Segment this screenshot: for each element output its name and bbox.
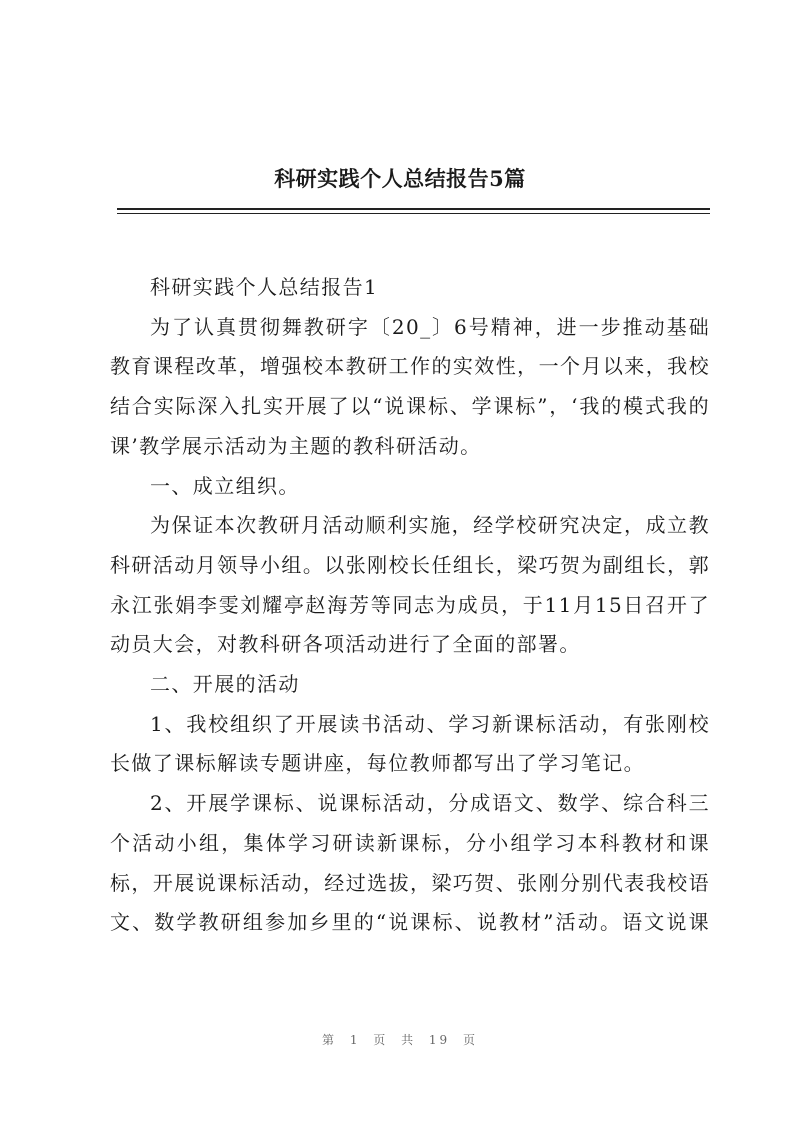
section-heading: 二、开展的活动	[150, 672, 300, 697]
body-paragraph: 2、开展学课标、说课标活动，分成语文、数学、综合科三个活动小组，集体学习研读新课标，分小组学习本科教材和课标，开展说课标活动，经过选拔，梁巧贺、张刚分别代表我校语文、数学教研组参加乡里的“说课标、说教材”活动。语文说课	[110, 791, 710, 935]
title-rule-thick	[117, 208, 710, 210]
document-body	[110, 268, 710, 943]
title-rule-thin	[117, 213, 710, 214]
page-number-footer: 第 1 页 共 19 页	[322, 1033, 478, 1047]
body-paragraph: 1、我校组织了开展读书活动、学习新课标活动，有张刚校长做了课标解读专题讲座，每位教师都写出了学习笔记。	[110, 711, 710, 776]
section-heading: 一、成立组织。	[150, 473, 300, 498]
body-paragraph: 为保证本次教研月活动顺利实施，经学校研究决定，成立教科研活动月领导小组。以张刚校长任组长，梁巧贺为副组长，郭永江张娟李雯刘耀亭赵海芳等同志为成员，于11月15日召开了动员大会，对教科研各项活动进行了全面的部署。	[110, 513, 710, 657]
section-heading: 科研实践个人总结报告1	[150, 275, 379, 299]
document-title: 科研实践个人总结报告5篇	[274, 166, 526, 191]
body-paragraph: 为了认真贯彻舞教研字〔20_〕6号精神，进一步推动基础教育课程改革，增强校本教研工作的实效性，一个月以来，我校结合实际深入扎实开展了以“说课标、学课标”，‘我的模式我的课’教学展示活动为主题的教科研活动。	[110, 314, 710, 458]
